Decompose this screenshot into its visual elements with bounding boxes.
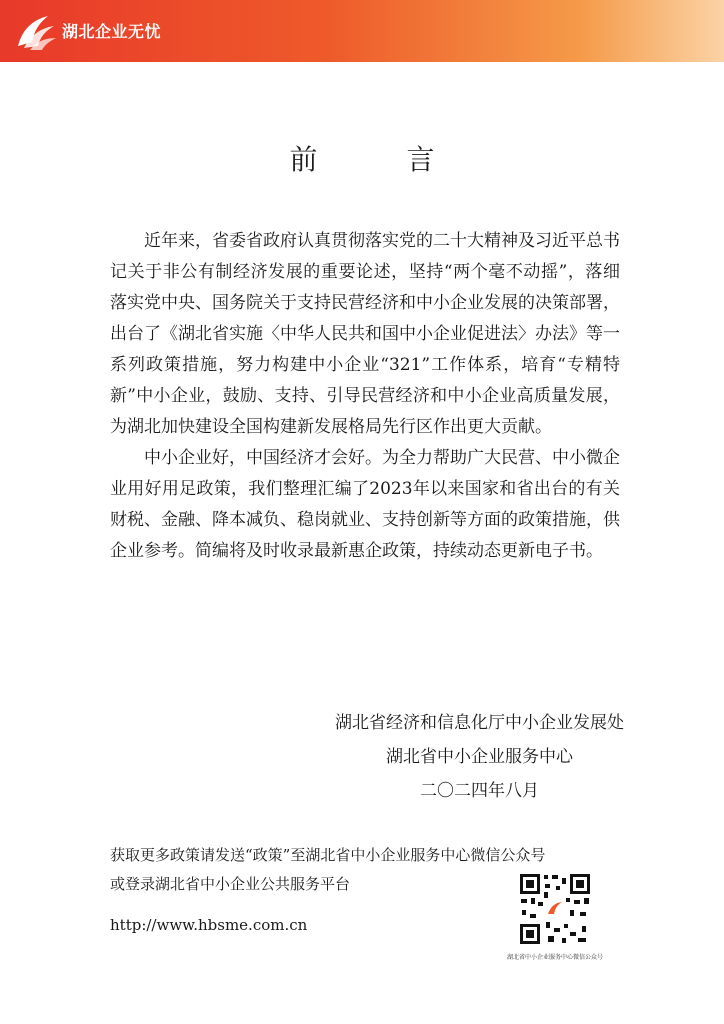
paragraph: 近年来，省委省政府认真贯彻落实党的二十大精神及习近平总书记关于非公有制经济发展的重要论述，坚持“两个毫不动摇”，落细落实党中央、国务院关于支持民营经济和中小企业发展的决策部署，出台了《湖北省实施〈中华人民共和国中小企业促进法〉办法》等一系列政策措施，努力构建中小企业“321”工作体系，培育“专精特新”中小企业，鼓励、支持、引导民营经济和中小企业高质量发展，为湖北加快建设全国构建新发展格局先行区作出更大贡献。 [110, 231, 620, 437]
banner-title: 湖北企业无忧 [62, 22, 162, 41]
signature-org-1: 湖北省经济和信息化厅中小企业发展处 [335, 713, 624, 733]
document-body [110, 226, 620, 567]
wing-logo-icon [14, 12, 58, 52]
signature-block [335, 706, 624, 808]
paragraph: 中小企业好，中国经济才会好。为全力帮助广大民营、中小微企业用好用足政策，我们整理汇编了2023年以来国家和省出台的有关财税、金融、降本减负、稳岗就业、支持创新等方面的政策措施，供企业参考。简编将及时收录最新惠企政策，持续动态更新电子书。 [110, 448, 620, 561]
signature-date: 二〇二四年八月 [420, 781, 539, 801]
qr-code-icon [518, 872, 592, 946]
qr-caption: 湖北省中小企业服务中心微信公众号 [506, 954, 603, 961]
signature-org-2: 湖北省中小企业服务中心 [386, 747, 573, 767]
footer-line: 或登录湖北省中小企业公共服务平台 [110, 875, 351, 893]
header-banner [0, 0, 724, 62]
footer-line: 获取更多政策请发送“政策”至湖北省中小企业服务中心微信公众号 [110, 846, 546, 864]
page-title: 前 言 [289, 143, 475, 176]
platform-link[interactable]: http://www.hbsme.com.cn [110, 916, 308, 934]
